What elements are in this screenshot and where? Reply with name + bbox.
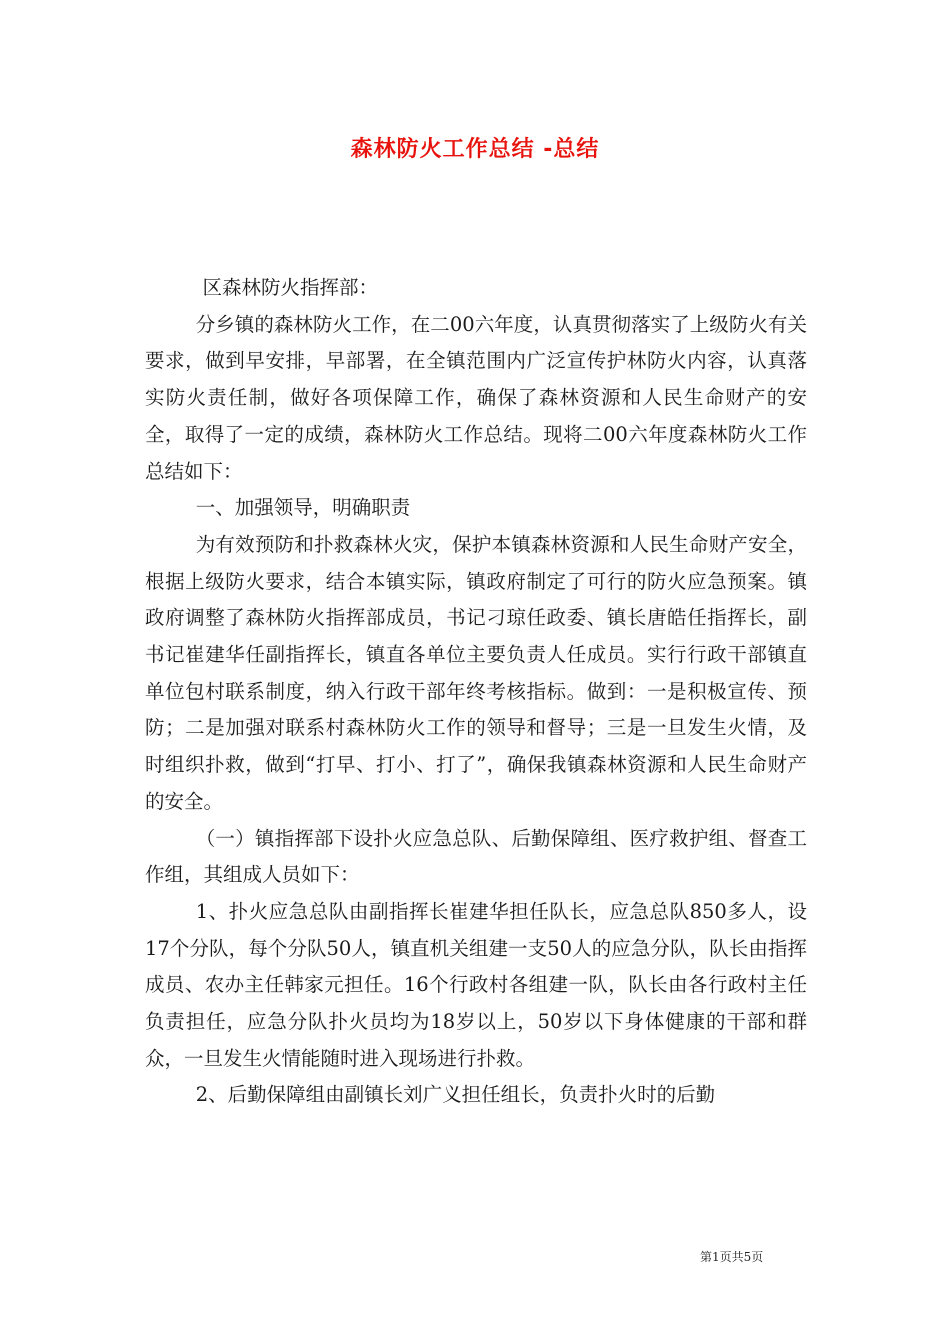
page-number: 第1页共5页	[700, 1250, 764, 1264]
document-title: 森林防火工作总结 -总结	[350, 137, 600, 162]
paragraph-subsection-one: （一）镇指挥部下设扑火应急总队、后勤保障组、医疗救护组、督查工作组，其组成人员如下：	[145, 826, 807, 887]
document-body	[145, 270, 807, 1114]
paragraph-item-one: 1、扑火应急总队由副指挥长崔建华担任队长，应急总队850多人，设17个分队，每个分队50人，镇直机关组建一支50人的应急分队，队长由指挥成员、农办主任韩家元担任。16个行政村各组建一队，队长由各行政村主任负责担任，应急分队扑火员均为18岁以上，50岁以下身体健康的干部和群众，一旦发生火情能随时进入现场进行扑救。	[145, 899, 807, 1070]
section-heading: 一、加强领导，明确职责	[195, 496, 411, 520]
paragraph-item-two: 2、后勤保障组由副镇长刘广义担任组长，负责扑火时的后勤	[195, 1083, 716, 1107]
paragraph-intro: 分乡镇的森林防火工作，在二00六年度，认真贯彻落实了上级防火有关要求，做到早安排，早部署，在全镇范围内广泛宣传护林防火内容，认真落实防火责任制，做好各项保障工作，确保了森林资源和人民生命财产的安全，取得了一定的成绩，森林防火工作总结。现将二00六年度森林防火工作总结如下：	[145, 312, 807, 483]
paragraph-leadership: 为有效预防和扑救森林火灾，保护本镇森林资源和人民生命财产安全，根据上级防火要求，结合本镇实际，镇政府制定了可行的防火应急预案。镇政府调整了森林防火指挥部成员，书记刁琼任政委、镇长唐皓任指挥长，副书记崔建华任副指挥长，镇直各单位主要负责人任成员。实行行政干部镇直单位包村联系制度，纳入行政干部年终考核指标。做到：一是积极宣传、预防；二是加强对联系村森林防火工作的领导和督导；三是一旦发生火情，及时组织扑救，做到“打早、打小、打了”，确保我镇森林资源和人民生命财产的安全。	[145, 532, 807, 813]
paragraph-addressee: 区森林防火指挥部：	[202, 276, 379, 299]
